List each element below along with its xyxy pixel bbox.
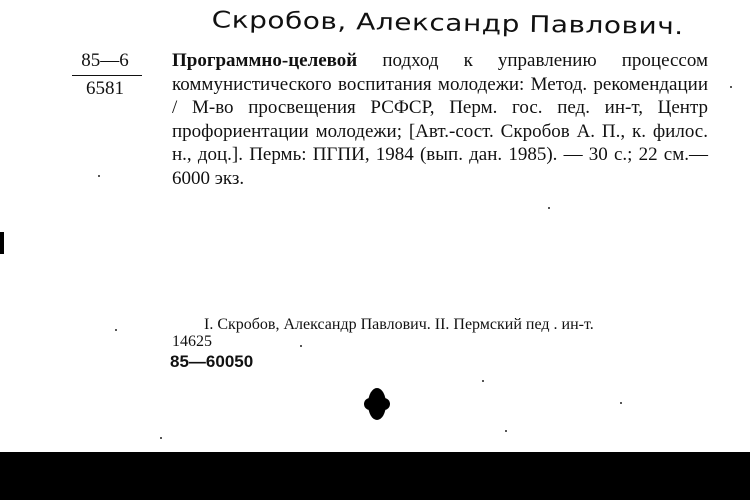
scan-speck [548,207,550,209]
card-edge-mark [0,232,4,254]
scan-speck [160,437,162,439]
scan-speck [482,380,484,382]
scan-speck [730,86,732,88]
scan-speck [98,175,100,177]
scan-bottom-border [0,452,750,500]
registration-number: 85—60050 [170,352,254,371]
shelf-mark-bottom: 6581 [86,78,124,99]
handwritten-author-heading: Скробов, Александр Павлович. [211,6,684,40]
shelf-mark-top: 85—6 [81,50,129,71]
entry-title-lead: Программно-целевой [172,50,358,71]
scan-speck [505,430,507,432]
tracing-line: I. Скробов, Александр Павлович. II. Пермский пед . ин-т. [204,316,594,333]
card-number: 14625 [172,333,212,350]
scan-speck [115,329,117,331]
card-punch-hole [368,388,386,420]
entry-body: подход к управлению процессом коммунистического воспитания молодежи: Метод. рекомендации / М-во просвещения РСФСР, Перм. гос. пед. ин-т, Центр профориентации молодежи; [Авт.-сост. Скробов А. П., к. филос. н., доц.]. Пермь: ПГПИ, 1984 (вып. дан. 1985). — 30 с.; 22 см.—6000 экз. [172,50,708,189]
scan-speck [300,345,302,347]
scan-speck [620,402,622,404]
catalog-entry [172,49,708,190]
shelf-mark [62,50,148,100]
